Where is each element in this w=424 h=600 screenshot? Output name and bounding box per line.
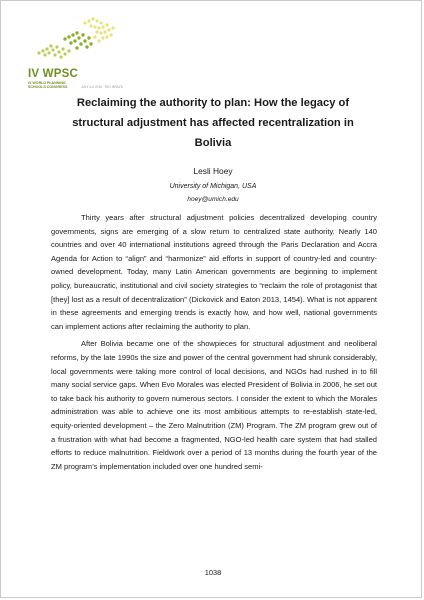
- paragraph: After Bolivia became one of the showpieces for structural adjustment and neoliberal reforms, by the late 1990s the size and power of the central government had shrunk considerably, local governments were taking more control of local decisions, and NGOs had rushed in to fill many social service gaps. When Evo Morales was elected President of Bolivia in 2006, he set out to take back his authority to govern numerous sectors. I consider the extent to which the Morales administration was able to achieve one its most ambitious attempts to re-establish state-led, equity-oriented development – the Zero Malnutrition (ZM) Program. The ZM program grew out of a frustration with what had become a fragmented, NGO-led health care system that had stalled efforts to reduce malnutrition. Fieldwork over a period of 13 months during the fourth year of the ZM program’s implementation included over one hundred semi-: [51, 339, 377, 471]
- logo-tagline: JULY 4-8 2016 · RIO, BRAZIL: [81, 85, 124, 89]
- logo-subtitle-line1: IV WORLD PLANNING: [28, 81, 66, 85]
- author-email: hoey@umich.edu: [187, 196, 239, 203]
- paragraph: Thirty years after structural adjustment policies decentralized developing country governments, signs are emerging of a slow return to centralized state authority. Nearly 140 countries and over 40 international institutions agreed through the Paris Declaration and Accra Agenda for Action to “align” and “harmonize” aid efforts in support of country-led and country-owned development. Today, many Latin American governments are beginning to implement policy, bureaucratic, institutional and civil society strategies to “reclaim the role of protagonist that [they] lost as a result of decentralization” (Dickovick and Eaton 2013, 1454). What is not apparent in these agreements and emerging trends is exactly how, and how well, national governments can implement actions after reclaiming the authority to plan.: [51, 213, 377, 331]
- logo-subtitle-line2: SCHOOLS CONGRESS: [28, 85, 68, 89]
- page-number: 1038: [204, 568, 222, 577]
- author-affiliation: University of Michigan, USA: [169, 183, 257, 190]
- congress-logo: [27, 13, 147, 89]
- world-map-dots-icon: [29, 13, 129, 67]
- author-name: Lesli Hoey: [193, 166, 233, 176]
- body-text: [51, 211, 377, 477]
- logo-wordmark: IV WPSC: [28, 68, 78, 80]
- paper-title: Reclaiming the authority to plan: How the legacy of structural adjustment has affected recentralization in Bolivia: [72, 97, 354, 149]
